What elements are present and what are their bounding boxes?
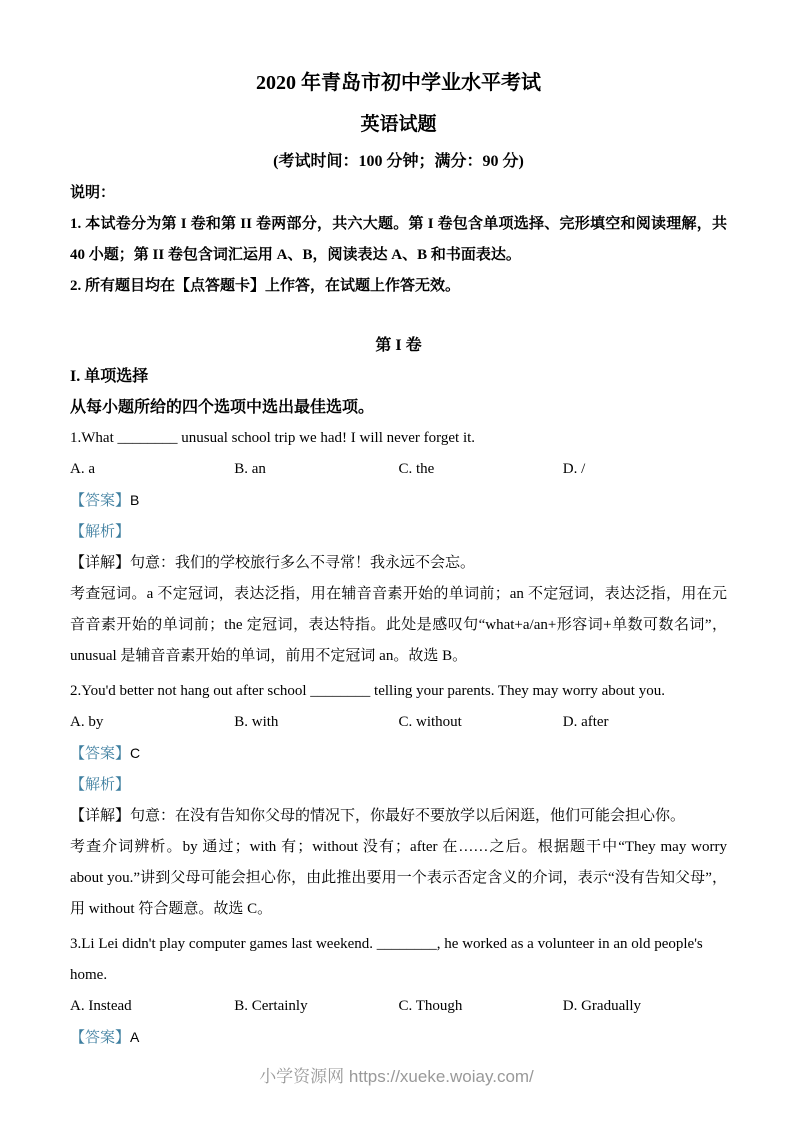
- question-2-answer-row: [70, 738, 727, 770]
- question-3: [70, 929, 727, 1054]
- question-3-option-d: D. Gradually: [562, 998, 642, 1014]
- question-2-option-c: C. without: [398, 714, 462, 730]
- question-1: [70, 423, 727, 672]
- question-2: [70, 676, 727, 925]
- exam-title: 2020 年青岛市初中学业水平考试: [256, 72, 541, 94]
- analysis-bracket-label: 【解析】: [70, 777, 131, 793]
- volume-1-heading: 第 I 卷: [375, 337, 422, 354]
- question-3-stem: 3.Li Lei didn't play computer games last weekend. ________, he worked as a volunteer in an old people's home.: [70, 936, 703, 983]
- analysis-bracket-label: 【解析】: [70, 524, 131, 540]
- question-1-detail: 【详解】句意：我们的学校旅行多么不寻常！我永远不会忘。: [70, 555, 476, 571]
- exam-meta: (考试时间：100 分钟；满分：90 分): [273, 153, 524, 170]
- exam-notes: [70, 178, 727, 302]
- question-1-option-b: B. an: [234, 461, 266, 477]
- question-2-stem: 2.You'd better not hang out after school ________ telling your parents. They may worry about you.: [70, 683, 665, 699]
- site-footer-watermark: 小学资源网 https://xueke.woiay.com/: [259, 1067, 534, 1086]
- question-1-answer-letter: B: [130, 492, 140, 508]
- note-item-2: 2. 所有题目均在【点答题卡】上作答，在试题上作答无效。: [70, 278, 461, 294]
- question-1-options: [70, 454, 727, 485]
- answer-bracket-label: 【答案】: [70, 493, 131, 509]
- question-3-options: [70, 991, 727, 1022]
- question-2-analysis-row: [70, 770, 727, 801]
- question-3-option-b: B. Certainly: [234, 998, 308, 1014]
- question-2-options: [70, 707, 727, 738]
- question-1-option-c: C. the: [398, 461, 435, 477]
- notes-heading: 说明：: [70, 185, 116, 201]
- question-1-answer-row: [70, 485, 727, 517]
- section-1-instruction: 从每小题所给的四个选项中选出最佳选项。: [70, 399, 375, 416]
- question-2-option-d: D. after: [562, 714, 609, 730]
- section-1-heading: I. 单项选择: [70, 368, 149, 385]
- question-2-option-b: B. with: [234, 714, 279, 730]
- question-2-detail: 【详解】句意：在没有告知你父母的情况下，你最好不要放学以后闲逛，他们可能会担心你。: [70, 808, 686, 824]
- question-3-answer-letter: A: [130, 1029, 140, 1045]
- question-1-analysis-row: [70, 517, 727, 548]
- question-2-option-a: A. by: [70, 714, 104, 730]
- question-3-option-a: A. Instead: [70, 998, 132, 1014]
- question-3-answer-row: [70, 1022, 727, 1054]
- question-2-explanation: 考查介词辨析。by 通过；with 有；without 没有；after 在……之后。根据题干中“They may worry about you.”讲到父母可能会担心你，由此推出要用一个表示否定含义的介词，表示“没有告知父母”，用 without 符合题意。故选 C。: [70, 839, 727, 917]
- answer-bracket-label: 【答案】: [70, 1030, 131, 1046]
- question-1-stem: 1.What ________ unusual school trip we had! I will never forget it.: [70, 430, 476, 446]
- note-item-1: 1. 本试卷分为第 I 卷和第 II 卷两部分，共六大题。第 I 卷包含单项选择、完形填空和阅读理解，共 40 小题；第 II 卷包含词汇运用 A、B，阅读表达 A、B 和书面表达。: [70, 216, 727, 263]
- exam-subtitle: 英语试题: [360, 114, 437, 135]
- question-2-answer-letter: C: [130, 745, 141, 761]
- question-1-option-a: A. a: [70, 461, 95, 477]
- question-1-explanation: 考查冠词。a 不定冠词，表达泛指，用在辅音音素开始的单词前；an 不定冠词，表达泛指，用在元音音素开始的单词前；the 定冠词，表达特指。此处是感叹句“what+a/an+形容词+单数可数名词”，unusual 是辅音音素开始的单词，前用不定冠词 an。故选 B。: [70, 586, 727, 664]
- question-1-option-d: D. /: [562, 461, 586, 477]
- answer-bracket-label: 【答案】: [70, 746, 131, 762]
- question-3-option-c: C. Though: [398, 998, 463, 1014]
